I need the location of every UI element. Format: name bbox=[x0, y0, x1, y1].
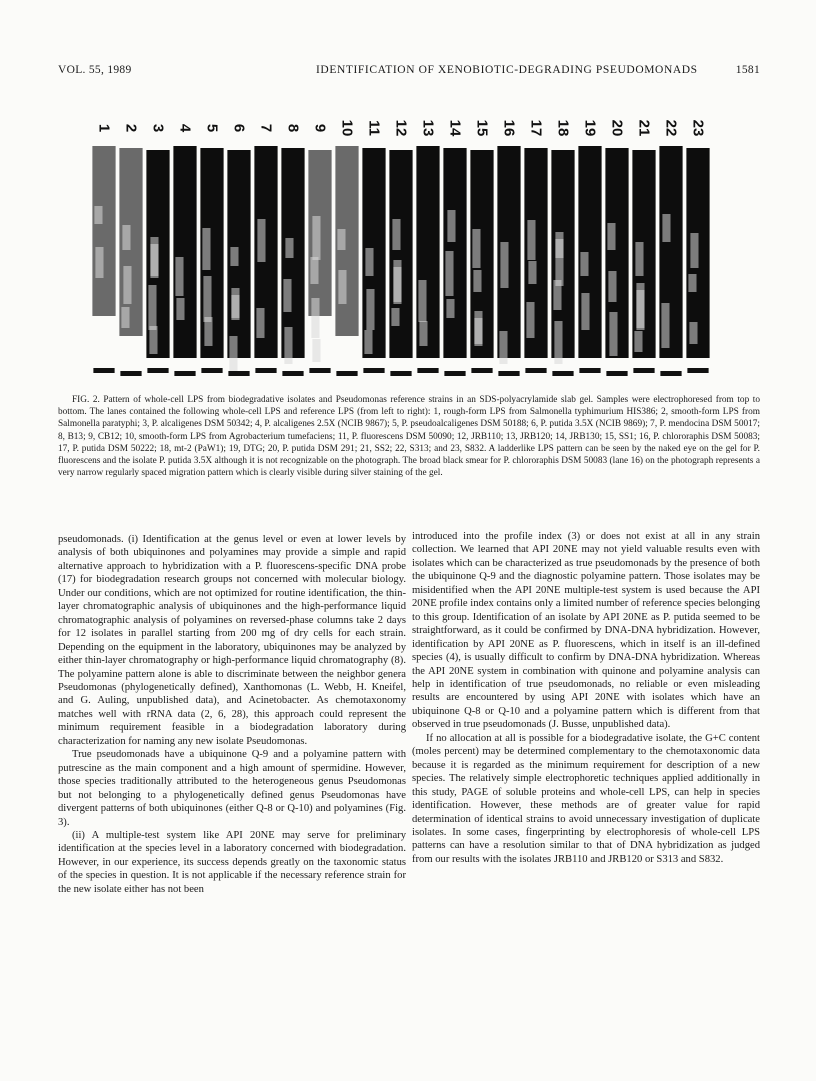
gel-band bbox=[633, 368, 654, 373]
gel-streak bbox=[365, 248, 373, 276]
lane-label: 5 bbox=[203, 123, 221, 133]
gel-band bbox=[471, 368, 492, 373]
gel-band bbox=[282, 371, 303, 376]
gel-band bbox=[444, 371, 465, 376]
gel-band bbox=[147, 368, 168, 373]
gel-streak bbox=[337, 229, 345, 250]
lane-label: 8 bbox=[284, 123, 302, 133]
gel-band bbox=[606, 371, 627, 376]
gel-streak bbox=[122, 225, 130, 250]
gel-streak bbox=[634, 331, 642, 352]
gel-band bbox=[390, 371, 411, 376]
gel-band bbox=[309, 368, 330, 373]
lane-label: 20 bbox=[608, 119, 626, 137]
gel-band bbox=[174, 371, 195, 376]
gel-streak bbox=[555, 232, 563, 258]
gel-streak bbox=[256, 308, 264, 338]
gel-streak bbox=[607, 223, 615, 250]
gel-lane bbox=[173, 146, 196, 358]
running-head bbox=[58, 64, 760, 80]
gel-streak bbox=[419, 321, 427, 346]
gel-streak bbox=[202, 228, 210, 270]
gel-streak bbox=[231, 288, 239, 320]
left-paragraph-1: pseudomonads. (i) Identification at the genus level or even at lower levels by analysis of both ubiquinones and polyamines may provide a simple and rapid alternative approach to hybridization with a P. fluorescens-specific DNA probe (17) for biodegradation research groups not concerned with molecular biology. Under our conditions, which are not optimized for routine identification, the thin-layer chromatographic analysis of ubiquinones and the high-performance liquid chromatographic analysis of polyamines on reversed-phase columns take 2 days for 12 isolates in parallel starting from 200 mg of dry cells for each strain. Depending on the equipment in the laboratory, ubiquinones may be analyzed by either thin-layer chromatography or high-performance liquid chromatography (8). The polyamine pattern alone is able to discriminate between the neighbor genera Pseudomonas (phylogenetically defined), Xanthomonas (L. Webb, H. Kneifel, and G. Auling, unpublished data), and Acinetobacter. As chemotaxonomy matches well with rRNA data (2, 6, 28), this approach could represent the minimum requirement feasible in a biodegradation laboratory during characterization for naming any new isolate Pseudomonas. bbox=[58, 534, 406, 747]
gel-streak bbox=[283, 279, 291, 312]
gel-streak bbox=[203, 276, 211, 322]
gel-streak bbox=[310, 257, 318, 284]
lane-label: 11 bbox=[365, 120, 383, 136]
gel-streak bbox=[284, 327, 292, 364]
gel-streak bbox=[528, 261, 536, 284]
gel-streak bbox=[175, 257, 183, 296]
gel-streak bbox=[445, 251, 453, 296]
gel-image bbox=[86, 96, 716, 386]
running-title: IDENTIFICATION OF XENOBIOTIC-DEGRADING PSEUDOMONADS bbox=[316, 64, 698, 76]
gel-band bbox=[228, 371, 249, 376]
lane-label: 10 bbox=[338, 119, 356, 137]
gel-streak bbox=[581, 293, 589, 330]
gel-band bbox=[201, 368, 222, 373]
right-paragraph-2: If no allocation at all is possible for a biodegradative isolate, the G+C content (moles percent) may be determined complementary to the chemotaxonomic data because it is regarded as the minimum requirement for description of a new species. The relatively simple electrophoretic techniques applied additionally in this study, PAGE of soluble proteins and whole-cell LPS, can help in species identification. However, these methods are of greater value for rapid determination of identical strains to avoid unnecessary investigation of duplicate isolates. In some cases, fingerprinting by electrophoresis of whole-cell LPS patterns can have a resolution similar to that of DNA hybridization as judged from our results with the isolates JRB110 and JRB120 or S313 and S832. bbox=[412, 732, 760, 865]
gel-streak bbox=[446, 299, 454, 318]
lane-label: 23 bbox=[689, 119, 707, 137]
volume-label: VOL. 55, 1989 bbox=[58, 64, 132, 76]
lane-label: 4 bbox=[176, 123, 194, 133]
lane-label: 18 bbox=[554, 119, 572, 137]
gel-streak bbox=[662, 214, 670, 242]
gel-streak bbox=[554, 321, 562, 364]
gel-band bbox=[525, 368, 546, 373]
gel-streak bbox=[474, 311, 482, 346]
lane-label: 14 bbox=[446, 119, 464, 137]
gel-streak bbox=[636, 283, 644, 330]
gel-streak bbox=[609, 312, 617, 356]
lane-label: 21 bbox=[635, 119, 653, 137]
lane-label: 6 bbox=[230, 123, 248, 133]
gel-streak bbox=[608, 271, 616, 302]
gel-streak bbox=[688, 274, 696, 292]
gel-band bbox=[660, 371, 681, 376]
gel-streak bbox=[473, 270, 481, 292]
gel-streak bbox=[418, 280, 426, 322]
gel-lanes bbox=[92, 146, 709, 376]
gel-streak bbox=[447, 210, 455, 242]
left-paragraph-3: (ii) A multiple-test system like API 20NE may serve for preliminary identification at the species level in a laboratory concerned with biodegradation. However, in our experience, its success depends greatly on the taxonomic status of the species in question. It is not applicable if the necessary reference strain for the new isolate either has not been bbox=[58, 829, 406, 895]
gel-lane bbox=[389, 150, 412, 358]
gel-streak bbox=[392, 219, 400, 250]
gel-streak bbox=[690, 233, 698, 268]
gel-streak bbox=[527, 220, 535, 260]
right-column bbox=[412, 530, 760, 866]
gel-streak bbox=[148, 285, 156, 330]
gel-band bbox=[687, 368, 708, 373]
gel-streak bbox=[204, 317, 212, 346]
gel-band bbox=[498, 371, 519, 376]
figure-caption bbox=[58, 394, 760, 479]
gel-streak bbox=[149, 326, 157, 354]
gel-streak bbox=[635, 242, 643, 276]
gel-streak bbox=[230, 247, 238, 266]
lane-label: 1 bbox=[95, 123, 113, 133]
gel-band bbox=[417, 368, 438, 373]
lane-label: 17 bbox=[527, 119, 545, 137]
lane-label: 9 bbox=[311, 123, 329, 133]
gel-streak bbox=[257, 219, 265, 262]
lane-labels bbox=[96, 120, 707, 137]
lane-label: 19 bbox=[581, 119, 599, 137]
gel-streak bbox=[553, 280, 561, 310]
gel-band bbox=[93, 368, 114, 373]
gel-streak bbox=[176, 298, 184, 320]
gel-band bbox=[579, 368, 600, 373]
gel-band bbox=[120, 371, 141, 376]
gel-lane bbox=[92, 146, 115, 316]
gel-band bbox=[363, 368, 384, 373]
lane-label: 22 bbox=[662, 119, 680, 137]
gel-streak bbox=[94, 206, 102, 224]
gel-streak bbox=[285, 238, 293, 258]
gel-streak bbox=[95, 247, 103, 278]
gel-streak bbox=[689, 322, 697, 344]
lane-label: 16 bbox=[500, 119, 518, 137]
gel-streak bbox=[393, 260, 401, 304]
lane-label: 2 bbox=[122, 123, 140, 133]
lane-label: 3 bbox=[149, 123, 167, 133]
gel-band bbox=[336, 371, 357, 376]
gel-streak bbox=[312, 339, 320, 362]
gel-streak bbox=[150, 237, 158, 278]
gel-band bbox=[255, 368, 276, 373]
right-paragraph-1: introduced into the profile index (3) or does not exist at all in any strain collection. We learned that API 20NE may not yield valuable results even with isolates which can be characterized as true pseudomonads by the presence of both the ubiquinone Q-9 and the diagnostic polyamine pattern. Those isolates may be misidentified when the API 20NE multiple-test system is used because the API 20NE profile index contains only a limited number of reference species belonging to this group. Identification of an isolate by API 20NE as P. putida seemed to be straightforward, as it could be confirmed by DNA-DNA hybridization. However, identification by API 20NE as P. fluorescens, which in itself is an ill-defined species (4), is usually difficult to confirm by DNA-DNA hybridization. Whereas the API 20NE system in combination with quinone and polyamine analysis can help in identification of true pseudomonads, no reliable or even misleading results are encountered by using API 20NE with isolates which have an ubiquinone Q-8 or Q-10 and a polyamine pattern which is different from that observed in true pseudomonads (J. Busse, unpublished data). bbox=[412, 531, 761, 731]
left-paragraph-2: True pseudomonads have a ubiquinone Q-9 and a polyamine pattern with putrescine as the main component and a high amount of spermidine. However, those species traditionally attributed to the heterogeneous genus Pseudomonas but not belonging to a phylogenetically defined genus Pseudomonas have divergent patterns of both ubiquinones (either Q-8 or Q-10) and polyamines (Fig. 3). bbox=[58, 749, 406, 828]
gel-streak bbox=[661, 303, 669, 348]
page-number: 1581 bbox=[735, 64, 760, 76]
gel-streak bbox=[229, 336, 237, 372]
gel-figure bbox=[86, 96, 716, 386]
gel-streak bbox=[121, 307, 129, 328]
gel-streak bbox=[364, 330, 372, 354]
gel-streak bbox=[366, 289, 374, 330]
gel-streak bbox=[338, 270, 346, 304]
gel-streak bbox=[526, 302, 534, 338]
gel-streak bbox=[580, 252, 588, 276]
gel-streak bbox=[311, 298, 319, 338]
gel-streak bbox=[391, 308, 399, 326]
figure-caption-text: FIG. 2. Pattern of whole-cell LPS from biodegradative isolates and Pseudomonas reference strains in an SDS-polyacrylamide slab gel. Samples were electrophoresed from top to bottom. The lanes contained the following whole-cell LPS and reference LPS (from left to right): 1, rough-form LPS from Salmonella typhimurium HIS386; 2, smooth-form LPS from Salmonella paratyphi; 3, P. alcaligenes DSM 50342; 4, P. alcaligenes 2.5X (NCIB 9867); 5, P. pseudoalcaligenes DSM 50188; 6, P. putida 3.5X (NCIB 9869); 7, P. mendocina DSM 50017; 8, B13; 9, CB12; 10, smooth-form LPS from Agrobacterium tumefaciens; 11, P. fluorescens DSM 50090; 12, JRB110; 13, JRB120; 14, JRB130; 15, SS1; 16, P. chlororaphis DSM 50083; 17, P. putida DSM 50222; 18, mt-2 (PaW1); 19, DTG; 20, P. putida DSM 291; 21, SS2; 22, S313; and 23, S832. A ladderlike LPS pattern can be seen by the naked eye on the gel for P. fluorescens and the isolate P. putida 3.5X although it is not recognizable on the photograph. The broad black smear for P. chlororaphis DSM 50083 (lane 16) on the photograph represents a very narrow regularly spaced migration pattern which is clearly visible during silver staining of the gel. bbox=[58, 395, 760, 479]
gel-streak bbox=[499, 331, 507, 364]
gel-streak bbox=[500, 242, 508, 288]
gel-band bbox=[552, 371, 573, 376]
lane-label: 15 bbox=[473, 119, 491, 137]
lane-label: 12 bbox=[392, 119, 410, 137]
lane-label: 7 bbox=[257, 123, 275, 133]
gel-streak bbox=[472, 229, 480, 268]
left-column bbox=[58, 533, 406, 896]
lane-label: 13 bbox=[419, 119, 437, 137]
gel-streak bbox=[312, 216, 320, 260]
gel-streak bbox=[123, 266, 131, 304]
